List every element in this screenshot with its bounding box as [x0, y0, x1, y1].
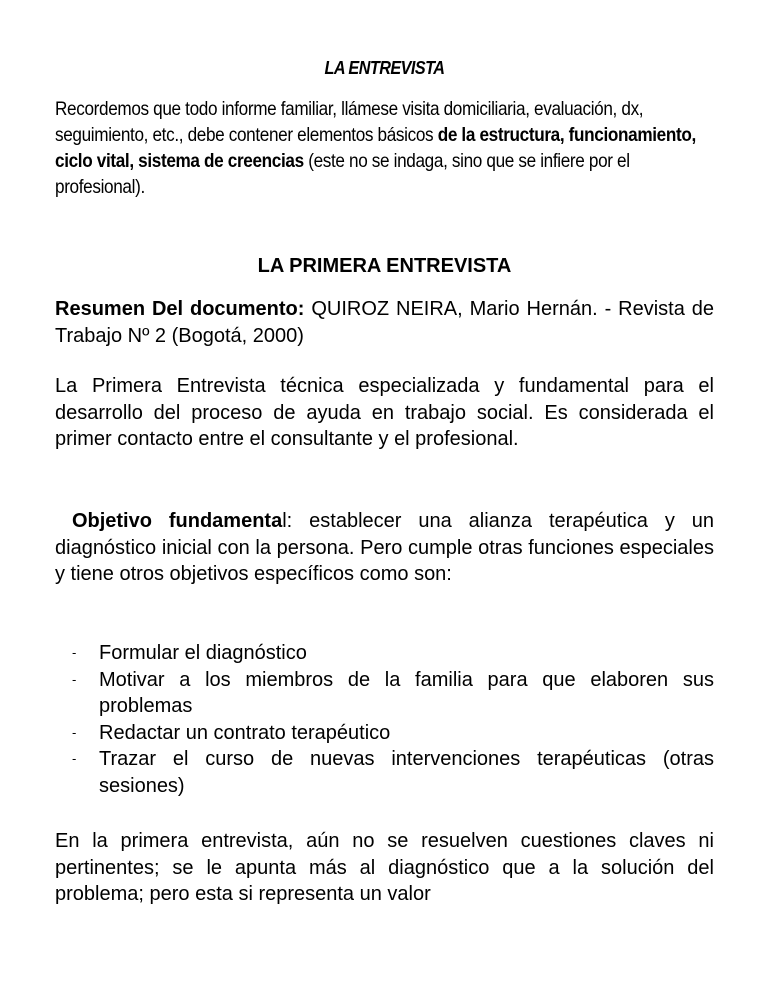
list-item-text: Formular el diagnóstico: [99, 642, 307, 664]
summary-label: Resumen Del documento:: [55, 298, 305, 320]
list-item: [72, 640, 714, 667]
list-item: [72, 667, 714, 720]
summary-paragraph: [55, 296, 714, 349]
list-dash: -: [72, 751, 77, 766]
objective-label: Objetivo fundamenta: [71, 510, 283, 532]
intro-bold-text: de la estructura, funcionamiento, ciclo vital, sistema de creencias: [55, 124, 696, 172]
intro-paragraph: [55, 96, 706, 200]
intro-text-2: (este no se indaga, sino que se infiere por el profesional).: [55, 150, 630, 198]
objective-paragraph: [55, 508, 714, 588]
list-item-text: Trazar el curso de nuevas intervenciones terapéuticas (otras sesiones): [99, 748, 714, 797]
objective-text: l: establecer una alianza terapéutica y un diagnóstico inicial con la persona. Pero cumple otras funciones especiales y tiene otros objetivos específicos como son:: [55, 510, 714, 585]
summary-text: QUIROZ NEIRA, Mario Hernán. - Revista de Trabajo Nº 2 (Bogotá, 2000): [55, 298, 715, 347]
closing-paragraph: En la primera entrevista, aún no se resuelven cuestiones claves ni pertinentes; se le apunta más al diagnóstico que a la solución del problema; pero esta si representa un valor: [55, 830, 714, 905]
list-item-text: Redactar un contrato terapéutico: [99, 721, 391, 744]
list-dash: -: [72, 724, 77, 740]
intro-text-1: Recordemos que todo informe familiar, llámese visita domiciliaria, evaluación, dx, seguimiento, etc., debe contener elementos básicos: [55, 98, 644, 146]
document-title: LA ENTREVISTA: [324, 58, 445, 78]
section-title: LA PRIMERA ENTREVISTA: [257, 255, 512, 277]
list-item: [72, 746, 714, 799]
list-dash: -: [72, 645, 77, 660]
list-dash: -: [72, 671, 77, 687]
definition-paragraph: La Primera Entrevista técnica especializada y fundamental para el desarrollo del proceso de ayuda en trabajo social. Es considerada el primer contacto entre el consultante y el profesional.: [55, 375, 714, 450]
list-item: [72, 720, 714, 747]
list-item-text: Motivar a los miembros de la familia para que elaboren sus problemas: [99, 668, 714, 717]
objectives-list: [72, 640, 714, 799]
